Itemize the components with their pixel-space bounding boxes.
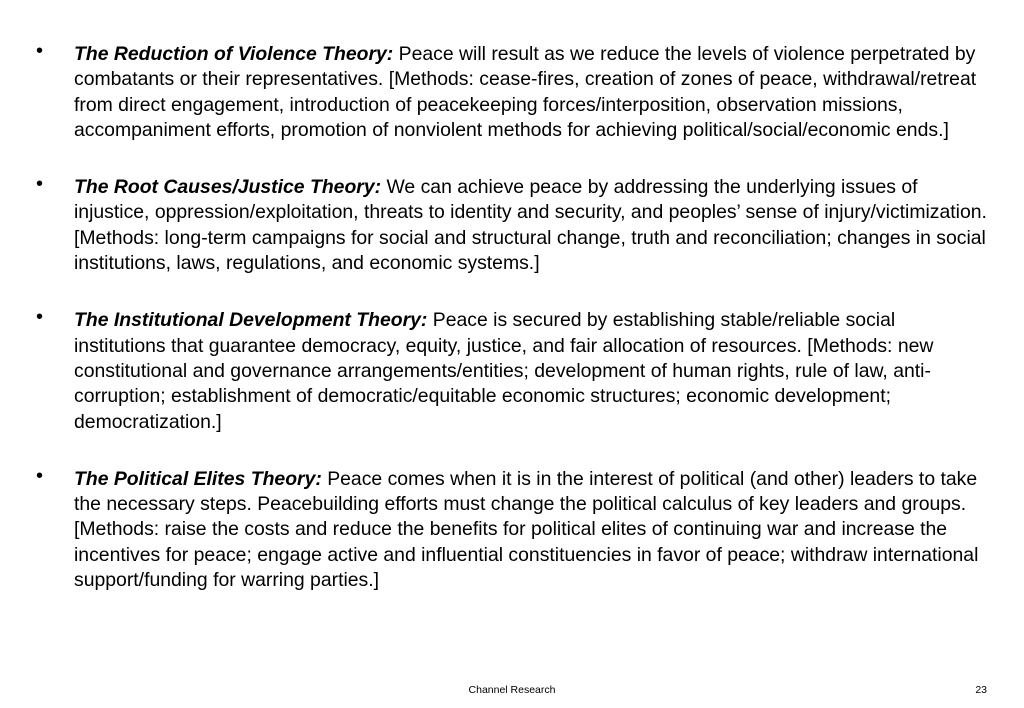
theory-title: The Root Causes/Justice Theory: — [74, 176, 387, 199]
theory-description: Peace comes when it is in the interest of political (and other) leaders to take the necessary steps. Peacebuilding efforts must change the political calculus of key leaders and groups. [Methods: raise the costs and reduce the benefits for political elites of continuing war and increase the incentives for peace; engage active and influential constituencies in favor of peace; withdraw international support/funding for warring parties.] — [74, 467, 979, 592]
theory-title: The Institutional Development Theory: — [74, 309, 433, 332]
bullet-point-icon: • — [36, 306, 44, 329]
footer-organization: Channel Research — [468, 684, 556, 696]
bullet-point-icon: • — [36, 173, 44, 196]
theory-description: Peace is secured by establishing stable/reliable social institutions that guarantee democracy, equity, justice, and fair allocation of resources. [Methods: new constitutional and governance arrangements/entities; development of human rights, rule of law, anti-corruption; establishment of democratic/equitable economic structures; economic development; democratization.] — [74, 309, 934, 433]
theory-description: We can achieve peace by addressing the underlying issues of injustice, oppression/exploitation, threats to identity and security, and peoples’ sense of injury/victimization. [Methods: long-term campaigns for social and structural change, truth and reconciliation; changes in social institutions, laws, regulations, and economic systems.] — [74, 176, 987, 275]
page-number: 23 — [975, 684, 987, 696]
bullet-point-icon: • — [36, 464, 44, 487]
bullet-point-icon: • — [36, 40, 44, 62]
bullet-root-causes-justice-theory — [34, 175, 992, 276]
theory-title: The Reduction of Violence Theory: — [74, 43, 399, 65]
bullet-institutional-development-theory — [34, 308, 992, 434]
theory-description: Peace will result as we reduce the levels of violence perpetrated by combatants or their representatives. [Methods: cease-fires, creation of zones of peace, withdrawal/retreat from direct engagement, introduction of peacekeeping forces/interposition, observation missions, accompaniment efforts, promotion of nonviolent methods for achieving political/social/economic ends.] — [74, 43, 977, 141]
bullet-political-elites-theory — [34, 464, 992, 593]
bullet-reduction-of-violence-theory — [34, 42, 992, 143]
theory-title: The Political Elites Theory: — [74, 467, 328, 490]
theory-bullet-list — [34, 42, 992, 593]
